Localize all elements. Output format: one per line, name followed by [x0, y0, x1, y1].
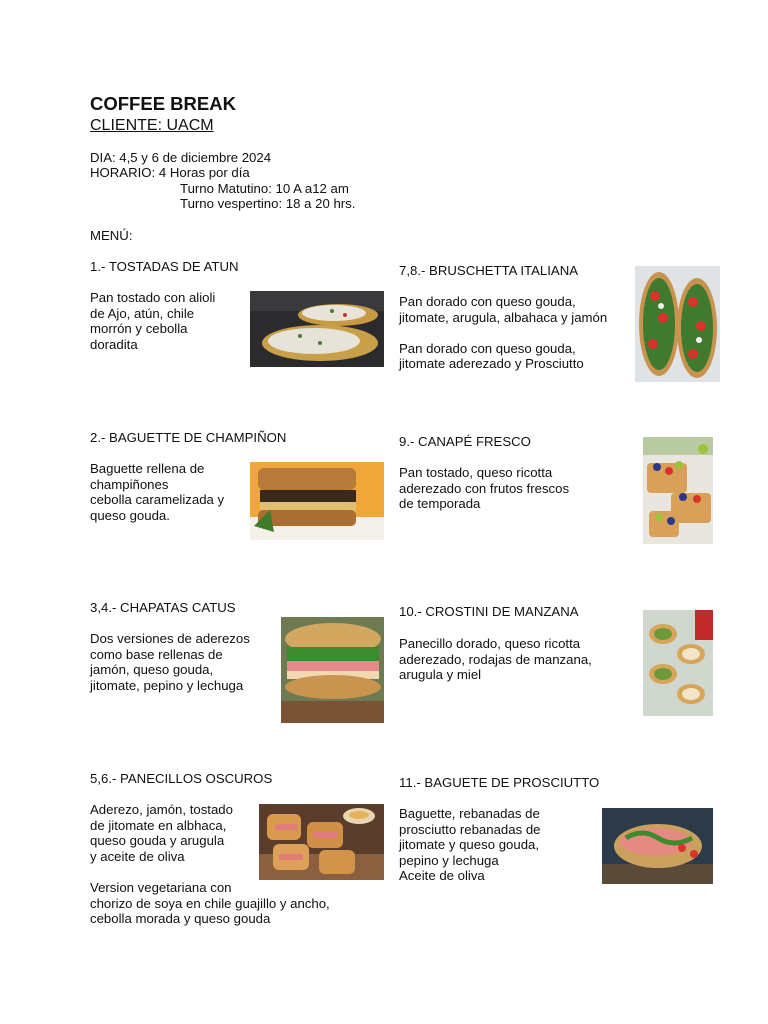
menu-item-description: Pan dorado con queso gouda, jitomate, arugula, albahaca y jamón Pan dorado con queso gouda, jitomate aderezado y Prosciutto: [399, 294, 608, 372]
chapata-sandwich-photo: [281, 617, 384, 723]
menu-item-description: Pan tostado, queso ricotta aderezado con frutos frescos de temporada: [399, 465, 570, 512]
morning-shift: Turno Matutino: 10 A a12 am: [180, 181, 349, 196]
menu-item-title: 7,8.- BRUSCHETTA ITALIANA: [399, 263, 579, 278]
prosciutto-baguette-photo: [602, 808, 713, 884]
event-days: DIA: 4,5 y 6 de diciembre 2024: [90, 150, 272, 165]
menu-item-title: 3,4.- CHAPATAS CATUS: [90, 600, 236, 615]
menu-item-title: 2.- BAGUETTE DE CHAMPIÑON: [90, 430, 287, 445]
menu-item-description: Baguette rellena de champiñones cebolla caramelizada y queso gouda.: [90, 461, 225, 523]
fresh-canape-photo: [643, 437, 713, 544]
menu-item-description: Pan tostado con alioli de Ajo, atún, chile morrón y cebolla doradita: [90, 290, 216, 352]
apple-crostini-photo: [643, 610, 713, 716]
tuna-tostadas-photo: [250, 291, 384, 367]
menu-item-description: Aderezo, jamón, tostado de jitomate en albhaca, queso gouda y arugula y aceite de oliva Version vegetariana con chorizo de soya en chile guajillo y ancho, cebolla morada y queso gouda: [90, 802, 330, 927]
menu-item-title: 11.- BAGUETE DE PROSCIUTTO: [399, 775, 600, 790]
page-title: COFFEE BREAK: [90, 93, 236, 114]
menu-item-title: 10.- CROSTINI DE MANZANA: [399, 604, 579, 619]
mushroom-baguette-photo: [250, 462, 384, 540]
client-name: CLIENTE: UACM: [90, 117, 214, 134]
event-hours: HORARIO: 4 Horas por día: [90, 165, 250, 180]
dark-rolls-photo: [259, 804, 384, 880]
menu-item-description: Dos versiones de aderezos como base rellenas de jamón, queso gouda, jitomate, pepino y lechuga: [90, 631, 250, 693]
menu-item-description: Panecillo dorado, queso ricotta aderezado, rodajas de manzana, arugula y miel: [399, 636, 592, 683]
menu-item-title: 1.- TOSTADAS DE ATUN: [90, 259, 239, 274]
bruschetta-photo: [635, 266, 720, 382]
menu-label: MENÚ:: [90, 228, 133, 243]
menu-item-title: 9.- CANAPÉ FRESCO: [399, 434, 531, 449]
evening-shift: Turno vespertino: 18 a 20 hrs.: [180, 196, 356, 211]
menu-item-title: 5,6.- PANECILLOS OSCUROS: [90, 771, 273, 786]
menu-item-description: Baguette, rebanadas de prosciutto rebanadas de jitomate y queso gouda, pepino y lechuga Aceite de oliva: [399, 806, 541, 884]
